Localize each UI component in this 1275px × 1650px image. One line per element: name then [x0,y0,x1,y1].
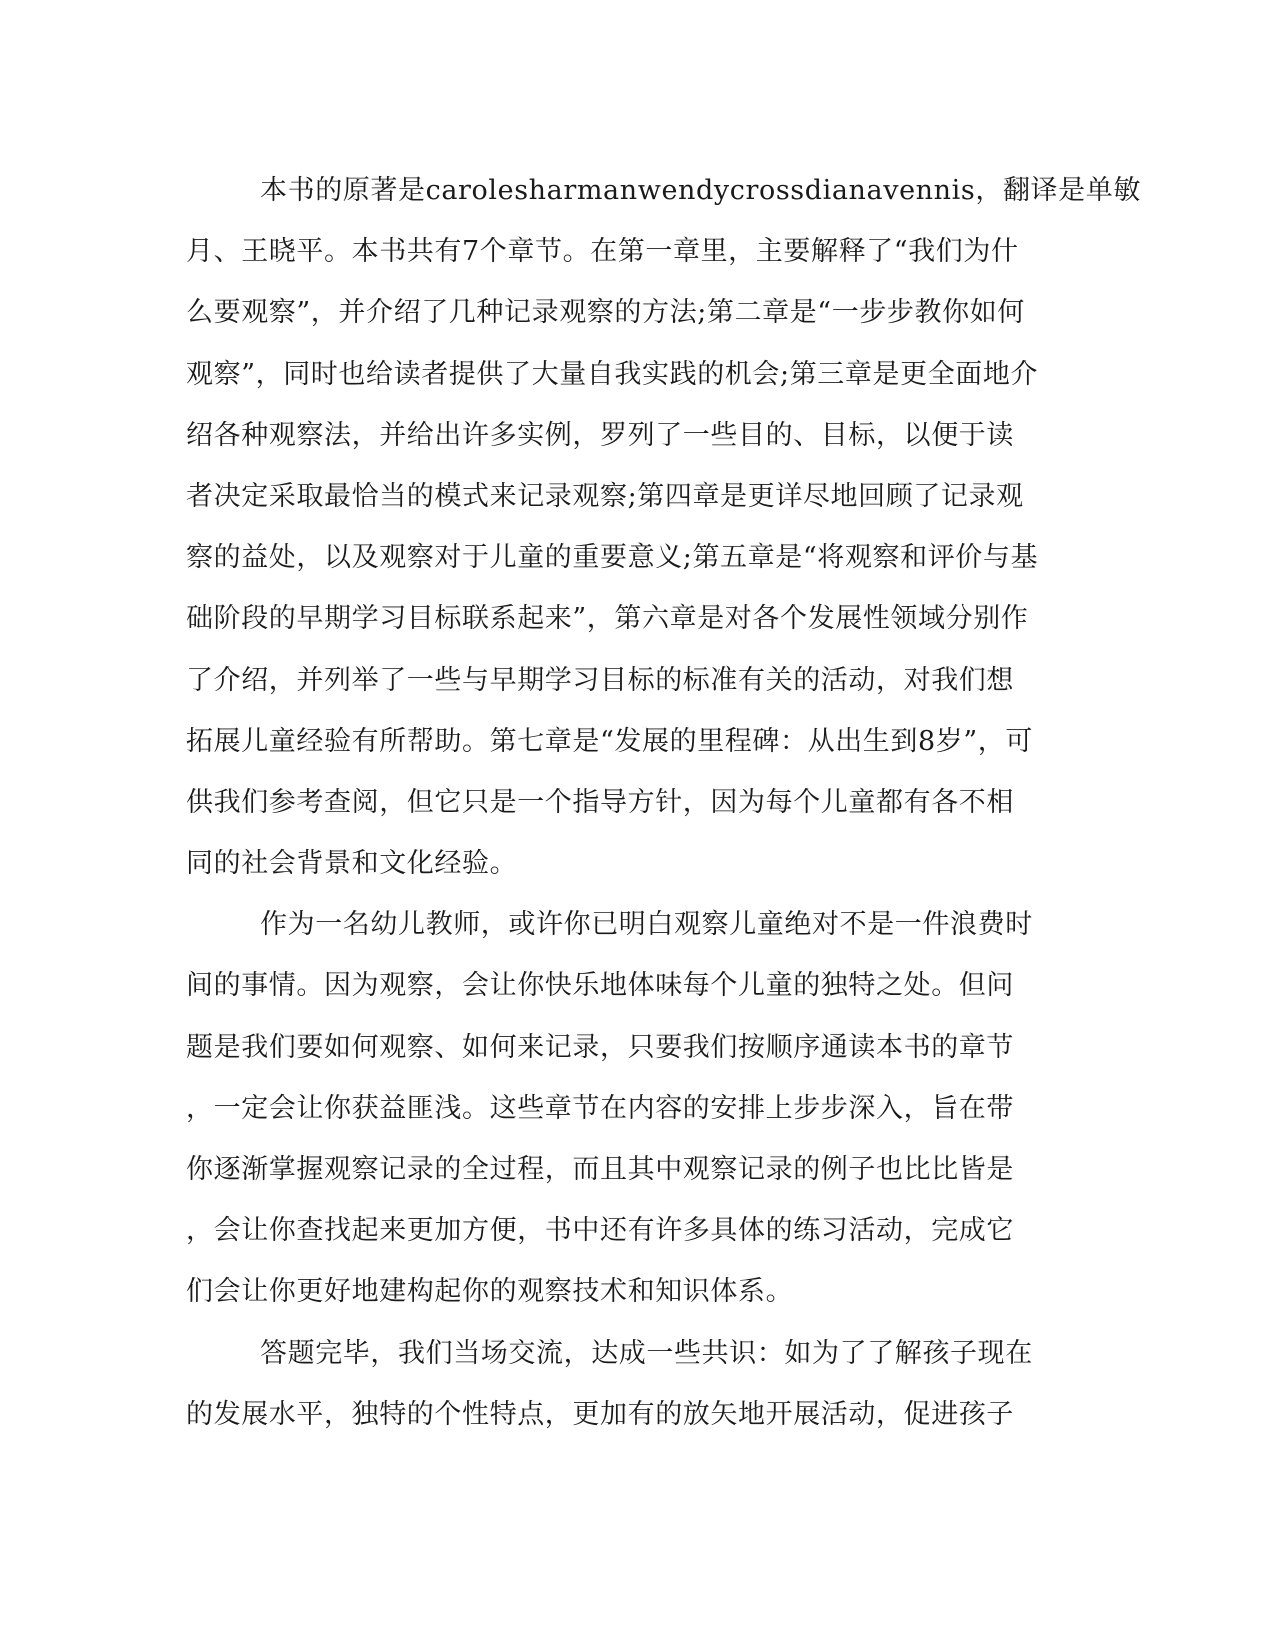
text-line: 你逐渐掌握观察记录的全过程，而且其中观察记录的例子也比比皆是 [186,1154,1014,1185]
text-line: 供我们参考查阅，但它只是一个指导方针，因为每个儿童都有各不相 [186,786,1014,818]
text-line: 间的事情。因为观察，会让你快乐地体味每个儿童的独特之处。但问 [186,970,1014,1002]
text-line: 者决定采取最恰当的模式来记录观察;第四章是更详尽地回顾了记录观 [186,480,1024,512]
text-line: 观察”，同时也给读者提供了大量自我实践的机会;第三章是更全面地介 [186,358,1039,390]
text-line: 绍各种观察法，并给出许多实例，罗列了一些目的、目标，以便于读 [186,419,1014,451]
body-text [186,160,1141,1445]
paragraph-2 [186,894,1086,1322]
text-line: 同的社会背景和文化经验。 [186,848,518,880]
text-line: ，会让你查找起来更加方便，书中还有许多具体的练习活动，完成它 [186,1215,1014,1247]
text-line: 础阶段的早期学习目标联系起来”，第六章是对各个发展性领域分别作 [186,603,1029,635]
text-line: 本书的原著是carolesharmanwendycrossdianavennis，翻译是单敏 [260,175,1141,206]
text-line: 题是我们要如何观察、如何来记录，只要我们按顺序通读本书的章节 [186,1031,1014,1063]
text-line: 察的益处，以及观察对于儿童的重要意义;第五章是“将观察和评价与基 [186,542,1039,574]
text-line: 答题完毕，我们当场交流，达成一些共识：如为了了解孩子现在 [260,1337,1033,1369]
text-line: 拓展儿童经验有所帮助。第七章是“发展的里程碑：从出生到8岁”，可 [186,725,1033,757]
text-line: 么要观察”，并介绍了几种记录观察的方法;第二章是“一步步教你如何 [186,297,1025,329]
text-line: 了介绍，并列举了一些与早期学习目标的标准有关的活动，对我们想 [186,664,1014,696]
paragraph-3 [186,1323,1086,1445]
paragraph-1 [186,160,1141,894]
text-line: 作为一名幼儿教师，或许你已明白观察儿童绝对不是一件浪费时 [260,909,1033,941]
text-line: ，一定会让你获益匪浅。这些章节在内容的安排上步步深入，旨在带 [186,1092,1014,1124]
text-line: 们会让你更好地建构起你的观察技术和知识体系。 [186,1276,794,1308]
text-line: 的发展水平，独特的个性特点，更加有的放矢地开展活动，促进孩子 [186,1398,1014,1430]
text-line: 月、王晓平。本书共有7个章节。在第一章里，主要解释了“我们为什 [186,236,1019,268]
